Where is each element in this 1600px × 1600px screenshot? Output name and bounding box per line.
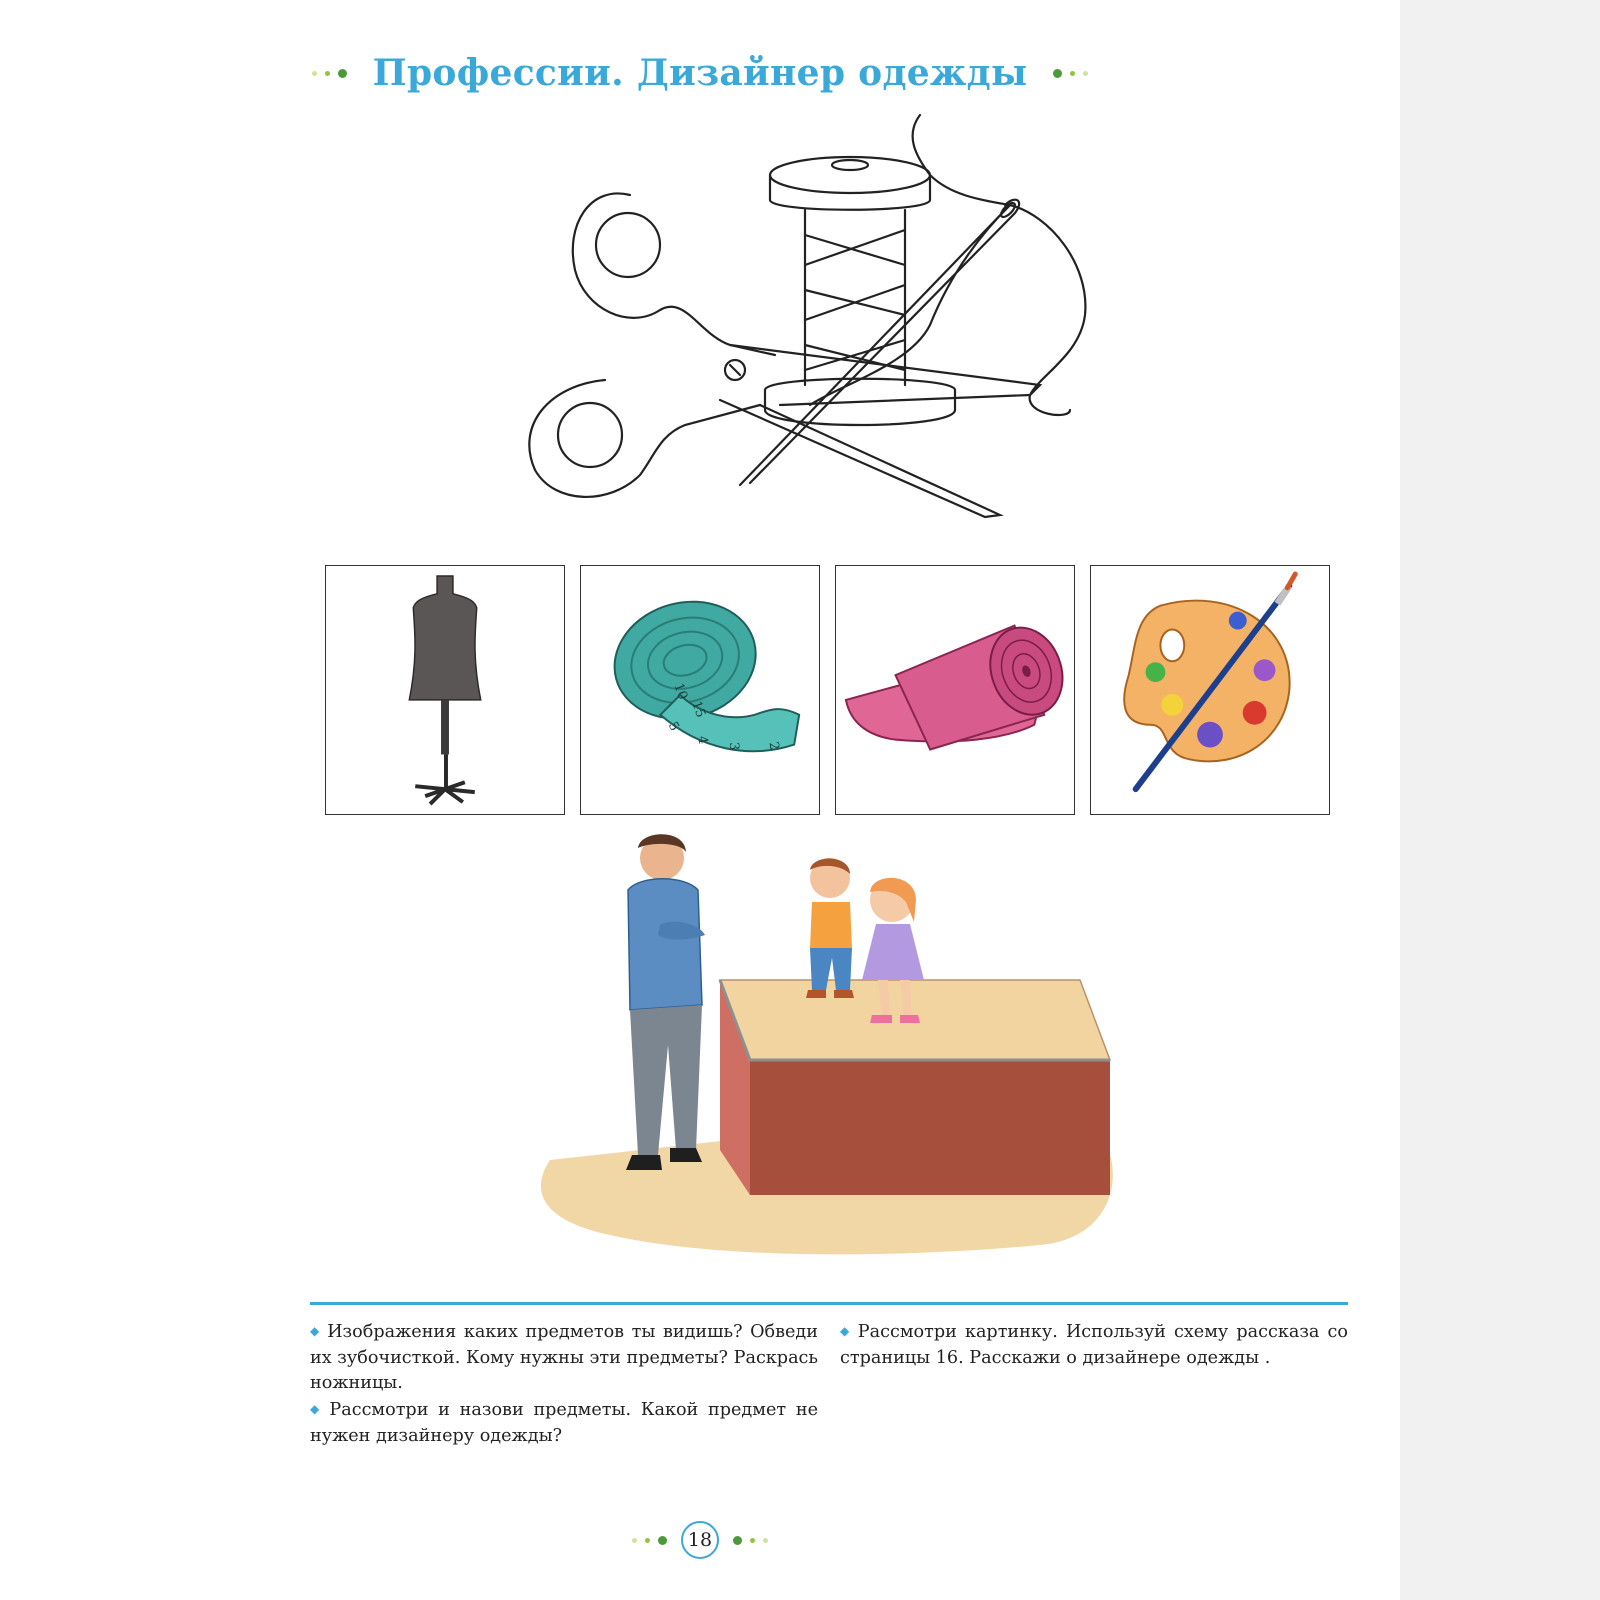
instruction-3: ◆ Рассмотри картинку. Используй схему рассказа со страницы 16. Расскажи о дизайнере одежды . bbox=[840, 1322, 1349, 1368]
svg-text:10: 10 bbox=[670, 681, 691, 702]
paint-palette-icon bbox=[1091, 566, 1329, 814]
svg-text:5: 5 bbox=[664, 719, 682, 734]
bullet-icon: ◆ bbox=[840, 1324, 852, 1338]
svg-text:3: 3 bbox=[725, 741, 742, 752]
svg-text:4: 4 bbox=[694, 734, 711, 746]
instructions-left-column bbox=[310, 1320, 818, 1451]
svg-text:2: 2 bbox=[765, 740, 782, 752]
designer-scene-illustration bbox=[520, 830, 1140, 1270]
title-dots-right bbox=[1053, 69, 1088, 78]
instruction-2: ◆ Рассмотри и назови предметы. Какой предмет не нужен дизайнеру одежды? bbox=[310, 1400, 818, 1446]
page-number: 18 bbox=[681, 1521, 719, 1559]
title-row bbox=[0, 48, 1400, 98]
mannequin-icon bbox=[326, 566, 564, 814]
item-box-fabric-roll[interactable] bbox=[835, 565, 1075, 815]
scissors-thread-needle-outline bbox=[510, 105, 1110, 535]
instructions-right-column bbox=[840, 1320, 1348, 1373]
item-box-mannequin[interactable] bbox=[325, 565, 565, 815]
fabric-roll-icon bbox=[836, 566, 1074, 814]
svg-text:15: 15 bbox=[688, 699, 709, 720]
instruction-1: ◆ Изображения каких предметов ты видишь? Обведи их зубочисткой. Кому нужны эти предметы? Раскрась ножницы. bbox=[310, 1322, 818, 1393]
item-box-measuring-tape[interactable] bbox=[580, 565, 820, 815]
item-box-palette[interactable] bbox=[1090, 565, 1330, 815]
footer-dots-left bbox=[632, 1536, 667, 1545]
bullet-icon: ◆ bbox=[310, 1324, 322, 1338]
footer-dots-right bbox=[733, 1536, 768, 1545]
page-title: Профессии. Дизайнер одежды bbox=[372, 52, 1028, 94]
bullet-icon: ◆ bbox=[310, 1402, 324, 1416]
page-gutter bbox=[1400, 0, 1600, 1600]
measuring-tape-icon bbox=[581, 566, 819, 814]
page-footer bbox=[0, 1518, 1400, 1562]
title-dots-left bbox=[312, 69, 347, 78]
section-divider bbox=[310, 1302, 1348, 1305]
